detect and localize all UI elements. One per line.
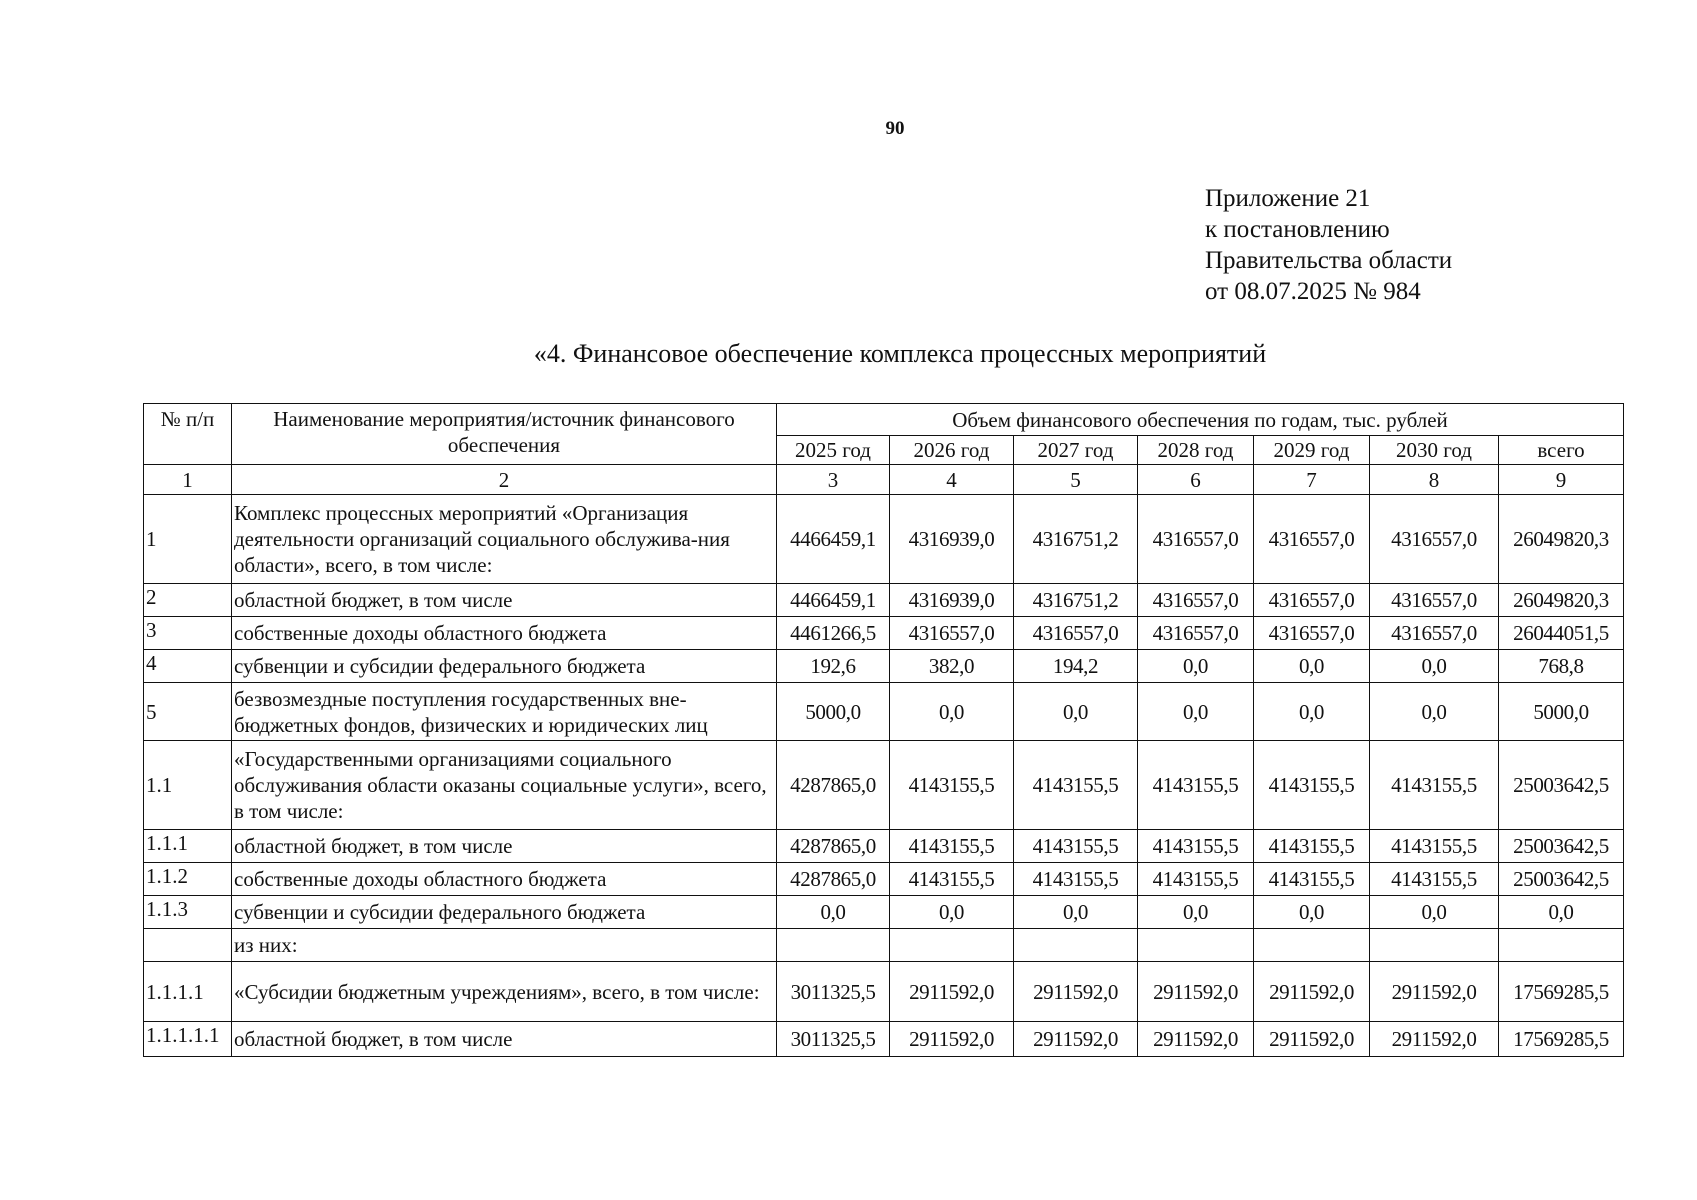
row-year-value: 0,0 bbox=[1370, 896, 1499, 929]
row-year-value bbox=[1254, 929, 1370, 962]
row-number: 1.1 bbox=[144, 741, 232, 830]
row-year-value: 4143155,5 bbox=[1370, 830, 1499, 863]
row-year-value: 4316557,0 bbox=[1138, 495, 1254, 584]
row-total-value: 26044051,5 bbox=[1499, 617, 1624, 650]
row-year-value bbox=[1014, 929, 1138, 962]
row-year-value: 4143155,5 bbox=[1254, 863, 1370, 896]
header-year: 2026 год bbox=[890, 436, 1014, 465]
row-year-value: 2911592,0 bbox=[1370, 1022, 1499, 1057]
row-name: субвенции и субсидии федерального бюджета bbox=[232, 650, 777, 683]
row-year-value: 4143155,5 bbox=[890, 863, 1014, 896]
section-title: «4. Финансовое обеспечение комплекса процессных мероприятий bbox=[533, 339, 1267, 368]
table-row bbox=[144, 617, 1624, 650]
header-volume: Объем финансового обеспечения по годам, тыс. рублей bbox=[777, 404, 1624, 436]
row-name: областной бюджет, в том числе bbox=[232, 1022, 777, 1057]
row-name: «Государственными организациями социального обслуживания области оказаны социальные услуги», всего, в том числе: bbox=[232, 741, 777, 830]
row-number: 1.1.1.1 bbox=[144, 962, 232, 1022]
table-row bbox=[144, 683, 1624, 741]
table-row bbox=[144, 929, 1624, 962]
column-number: 4 bbox=[890, 465, 1014, 495]
row-year-value: 4143155,5 bbox=[890, 741, 1014, 830]
row-year-value: 0,0 bbox=[1254, 650, 1370, 683]
row-number: 2 bbox=[144, 584, 232, 617]
row-year-value: 4143155,5 bbox=[1370, 863, 1499, 896]
row-year-value: 4316557,0 bbox=[1254, 584, 1370, 617]
row-name: «Субсидии бюджетным учреждениям», всего, в том числе: bbox=[232, 962, 777, 1022]
header-year: 2025 год bbox=[777, 436, 890, 465]
column-number: 3 bbox=[777, 465, 890, 495]
row-name: из них: bbox=[232, 929, 777, 962]
table-row bbox=[144, 830, 1624, 863]
row-year-value: 0,0 bbox=[1014, 896, 1138, 929]
table-row bbox=[144, 495, 1624, 584]
row-year-value: 4316751,2 bbox=[1014, 584, 1138, 617]
table-row bbox=[144, 896, 1624, 929]
header-name: Наименование мероприятия/источник финансового обеспечения bbox=[232, 404, 777, 465]
row-number: 5 bbox=[144, 683, 232, 741]
column-number: 5 bbox=[1014, 465, 1138, 495]
row-total-value: 5000,0 bbox=[1499, 683, 1624, 741]
row-year-value: 2911592,0 bbox=[1254, 962, 1370, 1022]
row-year-value: 4287865,0 bbox=[777, 741, 890, 830]
row-year-value: 4143155,5 bbox=[1014, 863, 1138, 896]
row-year-value: 4143155,5 bbox=[1254, 830, 1370, 863]
row-name: безвозмездные поступления государственных вне-бюджетных фондов, физических и юридических лиц bbox=[232, 683, 777, 741]
row-year-value: 4316557,0 bbox=[1254, 617, 1370, 650]
header-year: 2027 год bbox=[1014, 436, 1138, 465]
row-year-value: 0,0 bbox=[1254, 896, 1370, 929]
row-year-value: 194,2 bbox=[1014, 650, 1138, 683]
row-year-value: 4316557,0 bbox=[1138, 617, 1254, 650]
row-name: собственные доходы областного бюджета bbox=[232, 863, 777, 896]
row-year-value: 4143155,5 bbox=[1138, 863, 1254, 896]
row-total-value: 25003642,5 bbox=[1499, 741, 1624, 830]
appendix-line-1: Приложение 21 bbox=[1205, 185, 1371, 212]
row-year-value: 4466459,1 bbox=[777, 495, 890, 584]
header-total: всего bbox=[1499, 436, 1624, 465]
row-year-value: 4466459,1 bbox=[777, 584, 890, 617]
row-number: 1.1.1.1.1 bbox=[144, 1022, 232, 1057]
column-number: 8 bbox=[1370, 465, 1499, 495]
row-year-value: 4143155,5 bbox=[1138, 830, 1254, 863]
appendix-line-3: Правительства области bbox=[1205, 247, 1453, 274]
row-year-value: 4316557,0 bbox=[1138, 584, 1254, 617]
row-year-value bbox=[1138, 929, 1254, 962]
column-number: 1 bbox=[144, 465, 232, 495]
table-row bbox=[144, 741, 1624, 830]
row-year-value bbox=[1370, 929, 1499, 962]
row-year-value: 0,0 bbox=[1138, 650, 1254, 683]
row-year-value: 0,0 bbox=[890, 896, 1014, 929]
table-row bbox=[144, 584, 1624, 617]
appendix-line-4: от 08.07.2025 № 984 bbox=[1205, 278, 1421, 305]
row-total-value: 17569285,5 bbox=[1499, 962, 1624, 1022]
row-total-value: 26049820,3 bbox=[1499, 495, 1624, 584]
row-number: 1.1.2 bbox=[144, 863, 232, 896]
table-row bbox=[144, 1022, 1624, 1057]
row-year-value: 2911592,0 bbox=[1254, 1022, 1370, 1057]
row-year-value: 4316557,0 bbox=[1254, 495, 1370, 584]
row-year-value: 4316557,0 bbox=[1370, 584, 1499, 617]
row-year-value: 4316751,2 bbox=[1014, 495, 1138, 584]
row-total-value: 0,0 bbox=[1499, 896, 1624, 929]
row-year-value: 0,0 bbox=[1370, 683, 1499, 741]
row-year-value: 4287865,0 bbox=[777, 830, 890, 863]
row-year-value: 2911592,0 bbox=[1014, 1022, 1138, 1057]
row-name: субвенции и субсидии федерального бюджета bbox=[232, 896, 777, 929]
row-year-value: 0,0 bbox=[1014, 683, 1138, 741]
row-year-value: 4316939,0 bbox=[890, 584, 1014, 617]
row-year-value: 5000,0 bbox=[777, 683, 890, 741]
table-row bbox=[144, 863, 1624, 896]
row-year-value: 0,0 bbox=[1138, 683, 1254, 741]
row-year-value: 4316557,0 bbox=[890, 617, 1014, 650]
row-year-value: 4287865,0 bbox=[777, 863, 890, 896]
row-year-value: 2911592,0 bbox=[1014, 962, 1138, 1022]
header-year: 2029 год bbox=[1254, 436, 1370, 465]
header-year: 2030 год bbox=[1370, 436, 1499, 465]
row-year-value: 0,0 bbox=[1254, 683, 1370, 741]
row-year-value bbox=[890, 929, 1014, 962]
appendix-block bbox=[1205, 183, 1452, 307]
row-year-value: 4316557,0 bbox=[1014, 617, 1138, 650]
row-year-value: 4316557,0 bbox=[1370, 495, 1499, 584]
row-year-value: 2911592,0 bbox=[890, 1022, 1014, 1057]
row-year-value: 382,0 bbox=[890, 650, 1014, 683]
row-year-value: 2911592,0 bbox=[890, 962, 1014, 1022]
row-number bbox=[144, 929, 232, 962]
row-year-value: 0,0 bbox=[890, 683, 1014, 741]
financing-table bbox=[143, 403, 1624, 1057]
row-number: 1.1.1 bbox=[144, 830, 232, 863]
row-year-value: 4143155,5 bbox=[890, 830, 1014, 863]
row-year-value: 4143155,5 bbox=[1370, 741, 1499, 830]
row-year-value: 4461266,5 bbox=[777, 617, 890, 650]
row-number: 1.1.3 bbox=[144, 896, 232, 929]
row-year-value: 3011325,5 bbox=[777, 1022, 890, 1057]
row-year-value: 0,0 bbox=[1138, 896, 1254, 929]
row-year-value: 3011325,5 bbox=[777, 962, 890, 1022]
row-name: областной бюджет, в том числе bbox=[232, 584, 777, 617]
row-total-value: 25003642,5 bbox=[1499, 830, 1624, 863]
row-year-value: 0,0 bbox=[777, 896, 890, 929]
row-year-value: 4143155,5 bbox=[1014, 741, 1138, 830]
row-number: 3 bbox=[144, 617, 232, 650]
row-name: областной бюджет, в том числе bbox=[232, 830, 777, 863]
row-year-value: 4316557,0 bbox=[1370, 617, 1499, 650]
row-total-value: 768,8 bbox=[1499, 650, 1624, 683]
row-year-value: 4143155,5 bbox=[1014, 830, 1138, 863]
appendix-line-2: к постановлению bbox=[1205, 216, 1390, 243]
column-number: 9 bbox=[1499, 465, 1624, 495]
row-year-value: 2911592,0 bbox=[1370, 962, 1499, 1022]
row-year-value bbox=[777, 929, 890, 962]
row-year-value: 0,0 bbox=[1370, 650, 1499, 683]
table-row bbox=[144, 962, 1624, 1022]
row-total-value: 25003642,5 bbox=[1499, 863, 1624, 896]
row-year-value: 2911592,0 bbox=[1138, 1022, 1254, 1057]
row-number: 1 bbox=[144, 495, 232, 584]
row-name: собственные доходы областного бюджета bbox=[232, 617, 777, 650]
row-total-value bbox=[1499, 929, 1624, 962]
column-number: 7 bbox=[1254, 465, 1370, 495]
row-total-value: 17569285,5 bbox=[1499, 1022, 1624, 1057]
row-year-value: 4316939,0 bbox=[890, 495, 1014, 584]
row-year-value: 4143155,5 bbox=[1254, 741, 1370, 830]
page-number: 90 bbox=[885, 118, 905, 139]
row-year-value: 192,6 bbox=[777, 650, 890, 683]
row-name: Комплекс процессных мероприятий «Организация деятельности организаций социального обслужива-ния области», всего, в том числе: bbox=[232, 495, 777, 584]
row-year-value: 2911592,0 bbox=[1138, 962, 1254, 1022]
column-numbers-row bbox=[144, 465, 1624, 495]
header-row-1 bbox=[144, 404, 1624, 436]
table-body bbox=[144, 404, 1624, 1057]
header-year: 2028 год bbox=[1138, 436, 1254, 465]
table-row bbox=[144, 650, 1624, 683]
column-number: 6 bbox=[1138, 465, 1254, 495]
row-number: 4 bbox=[144, 650, 232, 683]
header-no: № п/п bbox=[144, 404, 232, 465]
column-number: 2 bbox=[232, 465, 777, 495]
row-total-value: 26049820,3 bbox=[1499, 584, 1624, 617]
row-year-value: 4143155,5 bbox=[1138, 741, 1254, 830]
